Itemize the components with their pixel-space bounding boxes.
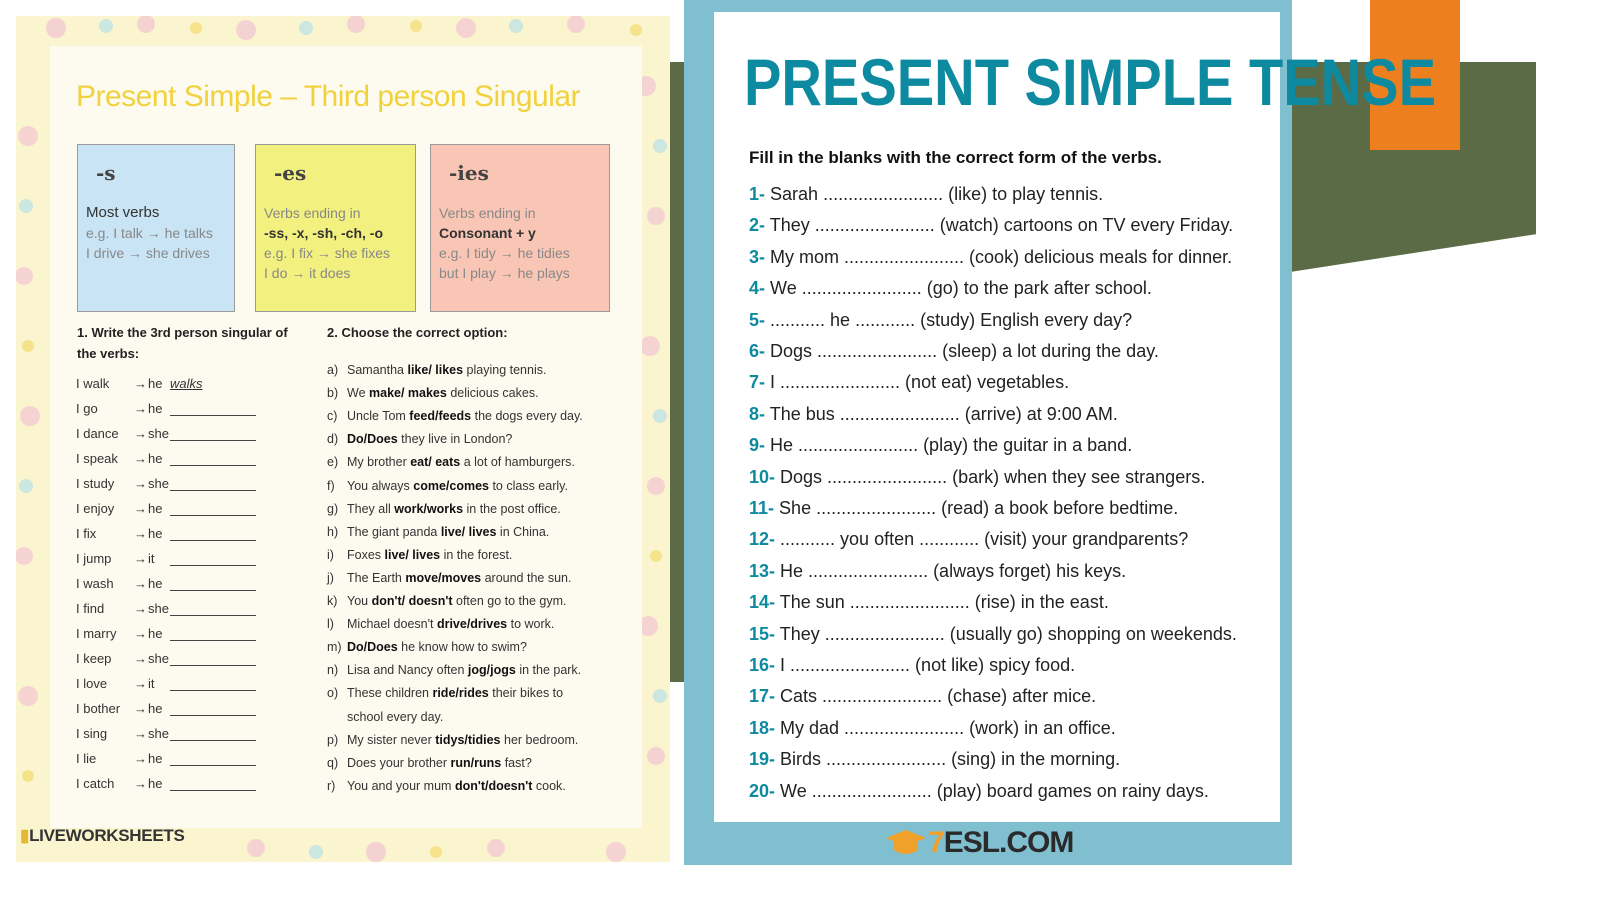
question-number: 9- bbox=[749, 435, 766, 456]
base-verb: I dance bbox=[76, 426, 119, 441]
answer-filled: walks bbox=[170, 376, 203, 391]
question-number: 10- bbox=[749, 466, 776, 487]
rule-box-ies bbox=[430, 144, 610, 312]
question-item bbox=[749, 278, 1152, 299]
rule-suffix: -s bbox=[96, 161, 116, 185]
option-text-after: her bedroom. bbox=[500, 732, 579, 747]
arrow-icon: → bbox=[134, 576, 147, 591]
base-verb: I bother bbox=[76, 701, 121, 716]
option-label: q) bbox=[327, 755, 339, 770]
option-choices[interactable]: eat/ eats bbox=[410, 455, 461, 470]
option-text-after: he know how to swim? bbox=[397, 640, 527, 655]
rule-example: but I play → he plays bbox=[439, 265, 570, 281]
option-item bbox=[327, 636, 527, 659]
verb-row bbox=[76, 771, 256, 791]
option-text-after: in the park. bbox=[515, 663, 582, 678]
arrow-icon: → bbox=[134, 476, 147, 491]
question-number: 17- bbox=[749, 686, 776, 707]
pronoun: she bbox=[148, 651, 169, 666]
option-item bbox=[327, 613, 554, 636]
question-number: 18- bbox=[749, 717, 776, 738]
rule-example: e.g. I fix → she fixes bbox=[264, 245, 391, 261]
question-item bbox=[749, 215, 1233, 236]
question-text: Birds ........................ (sing) in the morning. bbox=[780, 749, 1121, 770]
logo-text: LIVEWORKSHEETS bbox=[29, 826, 185, 845]
base-verb: I walk bbox=[76, 376, 110, 391]
base-verb: I sing bbox=[76, 726, 108, 741]
verb-row bbox=[76, 671, 256, 691]
option-text-after: in the forest. bbox=[440, 547, 513, 562]
rule-heading: Most verbs bbox=[86, 204, 160, 221]
question-number: 6- bbox=[749, 341, 766, 361]
option-item bbox=[327, 752, 532, 775]
verb-row bbox=[76, 521, 256, 541]
pronoun: it bbox=[148, 551, 155, 566]
option-text-after: fast? bbox=[501, 755, 532, 770]
rule-suffix: -ies bbox=[449, 161, 489, 185]
verb-row bbox=[76, 446, 256, 466]
question-text: I ........................ (not like) spicy food. bbox=[780, 655, 1076, 675]
rule-example: I drive → she drives bbox=[86, 245, 210, 261]
option-label: m) bbox=[327, 640, 342, 655]
graduation-cap-icon bbox=[884, 826, 928, 860]
pronoun: she bbox=[148, 476, 169, 491]
base-verb: I go bbox=[76, 401, 98, 416]
pronoun: he bbox=[148, 776, 163, 791]
option-label: b) bbox=[327, 386, 339, 401]
question-text: Sarah ........................ (like) to play tennis. bbox=[770, 184, 1104, 204]
question-number: 11- bbox=[749, 498, 775, 518]
exercise1-heading-line1: 1. Write the 3rd person singular of bbox=[77, 325, 288, 340]
option-text-after: in the post office. bbox=[463, 501, 561, 516]
option-item bbox=[327, 567, 571, 590]
arrow-icon: → bbox=[134, 701, 147, 716]
option-label: p) bbox=[327, 732, 339, 747]
verb-row bbox=[76, 471, 256, 491]
answer-blank[interactable] bbox=[170, 426, 256, 441]
verb-row bbox=[76, 621, 256, 641]
question-item bbox=[749, 529, 1188, 550]
arrow-icon: → bbox=[134, 451, 147, 466]
option-choices[interactable]: feed/feeds bbox=[409, 409, 472, 424]
option-text-after: cook. bbox=[532, 778, 566, 793]
option-choices[interactable]: jog/jogs bbox=[467, 663, 516, 678]
pronoun: it bbox=[148, 676, 155, 691]
option-text-after: the dogs every day. bbox=[471, 409, 583, 424]
question-number: 16- bbox=[749, 655, 776, 675]
question-item bbox=[749, 498, 1178, 519]
answer-blank[interactable] bbox=[170, 601, 256, 616]
right-sheet-title: PRESENT SIMPLE TENSE bbox=[744, 45, 1437, 119]
option-choices[interactable]: live/ lives bbox=[440, 524, 497, 539]
option-label: a) bbox=[327, 363, 339, 377]
base-verb: I speak bbox=[76, 451, 118, 466]
option-item bbox=[327, 590, 566, 613]
rule-example: e.g. I talk → he talks bbox=[86, 225, 213, 241]
option-text-after: they live in London? bbox=[397, 432, 513, 447]
question-item bbox=[749, 404, 1118, 425]
option-item bbox=[347, 706, 443, 729]
option-text-before: They all bbox=[347, 501, 395, 516]
verb-row bbox=[76, 571, 256, 591]
option-text-before: You and your mum bbox=[347, 778, 455, 793]
answer-blank[interactable] bbox=[170, 676, 256, 691]
option-item bbox=[327, 498, 561, 521]
option-text-before: You always bbox=[347, 478, 414, 493]
verb-row bbox=[76, 696, 256, 716]
question-item bbox=[749, 592, 1109, 613]
answer-blank[interactable] bbox=[170, 526, 256, 541]
arrow-icon: → bbox=[134, 426, 147, 441]
question-number: 8- bbox=[749, 403, 766, 424]
option-text-before: school every day. bbox=[347, 709, 444, 724]
logo-mark-icon: ▮ bbox=[20, 826, 30, 845]
option-choices[interactable]: don't/ doesn't bbox=[371, 594, 453, 608]
option-choices[interactable]: Do/Does bbox=[347, 432, 398, 447]
option-text-before: You bbox=[347, 594, 372, 608]
rule-example: e.g. I tidy → he tidies bbox=[439, 245, 570, 261]
answer-blank[interactable] bbox=[170, 576, 256, 591]
question-item bbox=[749, 655, 1075, 676]
option-text-before: Samantha bbox=[347, 363, 408, 377]
option-item bbox=[327, 451, 575, 474]
rule-box-es bbox=[255, 144, 416, 312]
option-label: f) bbox=[327, 478, 335, 493]
answer-blank[interactable] bbox=[170, 451, 256, 466]
option-label: n) bbox=[327, 663, 339, 678]
option-text-before: Does your brother bbox=[347, 755, 451, 770]
option-item bbox=[327, 521, 549, 544]
option-choices[interactable]: drive/drives bbox=[436, 617, 508, 632]
option-choices[interactable]: come/comes bbox=[413, 478, 489, 493]
exercise2-heading: 2. Choose the correct option: bbox=[327, 325, 508, 340]
option-choices[interactable]: make/ makes bbox=[369, 386, 447, 401]
option-text-after: to class early. bbox=[488, 478, 568, 493]
option-choices[interactable]: work/works bbox=[394, 501, 464, 516]
instructions: Fill in the blanks with the correct form of the verbs. bbox=[749, 148, 1162, 167]
question-number: 7- bbox=[749, 372, 766, 393]
pronoun: he bbox=[148, 401, 163, 416]
option-choices[interactable]: don't/doesn't bbox=[454, 778, 533, 793]
question-text: He ........................ (always forget) his keys. bbox=[780, 560, 1127, 581]
option-label: e) bbox=[327, 455, 339, 470]
base-verb: I love bbox=[76, 676, 108, 691]
question-item bbox=[749, 341, 1159, 362]
question-text: He ........................ (play) the guitar in a band. bbox=[770, 435, 1133, 456]
arrow-icon: → bbox=[134, 626, 147, 641]
question-number: 2- bbox=[749, 215, 766, 236]
answer-blank[interactable] bbox=[170, 776, 256, 791]
option-text-after: in China. bbox=[496, 524, 550, 539]
option-text-before: The giant panda bbox=[347, 524, 441, 539]
option-label: i) bbox=[327, 547, 334, 562]
option-label: r) bbox=[327, 778, 336, 793]
answer-blank[interactable] bbox=[170, 501, 256, 516]
question-item bbox=[749, 467, 1205, 488]
arrow-icon: → bbox=[134, 676, 147, 691]
pronoun: he bbox=[148, 501, 163, 516]
pronoun: she bbox=[148, 426, 169, 441]
arrow-icon: → bbox=[134, 651, 147, 666]
option-choices[interactable]: Do/Does bbox=[347, 640, 398, 655]
question-text: The bus ........................ (arrive) at 9:00 AM. bbox=[769, 403, 1118, 424]
pronoun: he bbox=[148, 751, 163, 766]
base-verb: I marry bbox=[76, 626, 117, 641]
arrow-icon: → bbox=[134, 776, 147, 791]
option-item bbox=[327, 382, 539, 405]
question-number: 15- bbox=[749, 623, 776, 644]
option-choices[interactable]: run/runs bbox=[450, 755, 502, 770]
verb-row bbox=[76, 721, 256, 741]
question-item bbox=[749, 435, 1132, 456]
left-sheet-title: Present Simple – Third person Singular bbox=[76, 80, 581, 113]
arrow-icon: → bbox=[134, 726, 147, 741]
question-item bbox=[749, 749, 1120, 770]
question-text: They ........................ (usually go) shopping on weekends. bbox=[779, 623, 1237, 644]
option-label: k) bbox=[327, 594, 338, 608]
verb-row bbox=[76, 371, 203, 391]
option-choices[interactable]: like/ likes bbox=[407, 363, 464, 377]
arrow-icon: → bbox=[134, 501, 147, 516]
question-item bbox=[749, 372, 1069, 393]
rule-heading: Verbs ending in bbox=[264, 205, 361, 221]
pronoun: she bbox=[148, 601, 169, 616]
question-text: Dogs ........................ (sleep) a lot during the day. bbox=[770, 341, 1159, 361]
option-text-before: The Earth bbox=[347, 570, 406, 585]
eslcom-page bbox=[684, 0, 1437, 865]
worksheet-content-area bbox=[714, 12, 1437, 822]
question-text: My dad ........................ (work) in an office. bbox=[780, 717, 1116, 738]
question-text: She ........................ (read) a book before bedtime. bbox=[779, 498, 1179, 518]
option-text-after: often go to the gym. bbox=[452, 594, 567, 608]
option-text-before: These children bbox=[347, 686, 433, 701]
base-verb: I wash bbox=[76, 576, 114, 591]
option-label: l) bbox=[327, 617, 334, 632]
pronoun: he bbox=[148, 701, 163, 716]
answer-blank[interactable] bbox=[170, 701, 256, 716]
question-item bbox=[749, 184, 1103, 205]
eslcom-logo bbox=[884, 826, 1073, 860]
option-text-after: a lot of hamburgers. bbox=[460, 455, 575, 470]
answer-blank[interactable] bbox=[170, 726, 256, 741]
option-text-before: My sister never bbox=[347, 732, 436, 747]
exercise1-heading bbox=[77, 322, 297, 364]
verb-row bbox=[76, 496, 256, 516]
pronoun: he bbox=[148, 451, 163, 466]
question-text: The sun ........................ (rise) in the east. bbox=[779, 592, 1109, 613]
answer-blank[interactable] bbox=[170, 651, 256, 666]
exercise1-heading-line2: the verbs: bbox=[77, 346, 140, 361]
base-verb: I keep bbox=[76, 651, 112, 666]
question-item bbox=[749, 686, 1096, 707]
arrow-icon: → bbox=[134, 376, 147, 391]
question-number: 12- bbox=[749, 529, 776, 550]
question-item bbox=[749, 718, 1116, 739]
question-number: 13- bbox=[749, 560, 776, 581]
option-text-after: delicious cakes. bbox=[446, 386, 539, 401]
pronoun: he bbox=[148, 526, 163, 541]
rule-example: I do → it does bbox=[264, 265, 351, 281]
option-item bbox=[327, 475, 568, 498]
question-text: Dogs ........................ (bark) when they see strangers. bbox=[780, 466, 1206, 487]
rule-heading: Verbs ending in bbox=[439, 205, 536, 221]
rule-suffix: -es bbox=[274, 161, 307, 185]
base-verb: I catch bbox=[76, 776, 115, 791]
logo-text: ESL.COM bbox=[943, 826, 1074, 859]
option-text-before: We bbox=[347, 386, 369, 401]
verb-row bbox=[76, 421, 256, 441]
arrow-icon: → bbox=[134, 551, 147, 566]
option-label: d) bbox=[327, 432, 339, 447]
verb-row bbox=[76, 746, 256, 766]
pronoun: he bbox=[148, 626, 163, 641]
base-verb: I find bbox=[76, 601, 105, 616]
question-number: 14- bbox=[749, 592, 776, 613]
option-item bbox=[327, 682, 563, 705]
option-item bbox=[327, 775, 566, 798]
question-item bbox=[749, 561, 1126, 582]
answer-blank[interactable] bbox=[170, 401, 256, 416]
arrow-icon: → bbox=[134, 751, 147, 766]
pronoun: she bbox=[148, 726, 169, 741]
rule-endings: Consonant + y bbox=[439, 225, 536, 241]
question-text: ........... he ............ (study) English every day? bbox=[770, 309, 1133, 330]
option-text-after: playing tennis. bbox=[463, 363, 547, 377]
rule-endings: -ss, -x, -sh, -ch, -o bbox=[264, 225, 384, 241]
option-label: c) bbox=[327, 409, 338, 424]
base-verb: I enjoy bbox=[76, 501, 115, 516]
option-item bbox=[327, 659, 581, 682]
question-item bbox=[749, 247, 1232, 268]
option-text-before: Uncle Tom bbox=[347, 409, 410, 424]
rule-box-s bbox=[77, 144, 235, 312]
question-number: 4- bbox=[749, 278, 766, 299]
arrow-icon: → bbox=[134, 401, 147, 416]
arrow-icon: → bbox=[134, 526, 147, 541]
liveworksheets-page bbox=[16, 16, 670, 862]
question-item bbox=[749, 781, 1209, 802]
verb-row bbox=[76, 646, 256, 666]
option-text-after: around the sun. bbox=[481, 570, 572, 585]
option-choices[interactable]: live/ lives bbox=[384, 547, 441, 562]
question-number: 3- bbox=[749, 246, 766, 267]
question-number: 1- bbox=[749, 184, 766, 204]
question-text: They ........................ (watch) cartoons on TV every Friday. bbox=[769, 215, 1234, 236]
question-text: ........... you often ............ (visit) your grandparents? bbox=[780, 529, 1189, 550]
option-label: j) bbox=[327, 570, 334, 585]
question-text: My mom ........................ (cook) delicious meals for dinner. bbox=[770, 246, 1233, 267]
base-verb: I fix bbox=[76, 526, 97, 541]
option-item bbox=[327, 544, 512, 567]
answer-blank[interactable] bbox=[170, 626, 256, 641]
option-text-before: Lisa and Nancy often bbox=[347, 663, 468, 678]
question-text: Cats ........................ (chase) after mice. bbox=[780, 686, 1097, 707]
option-item bbox=[327, 359, 546, 382]
question-item bbox=[749, 624, 1237, 645]
question-item bbox=[749, 310, 1132, 331]
option-text-before: Michael doesn't bbox=[347, 617, 437, 632]
base-verb: I study bbox=[76, 476, 115, 491]
base-verb: I lie bbox=[76, 751, 97, 766]
option-choices[interactable]: tidys/tidies bbox=[435, 732, 501, 747]
liveworksheets-logo bbox=[20, 826, 185, 846]
verb-row bbox=[76, 396, 256, 416]
option-label: g) bbox=[327, 501, 339, 516]
logo-seven: 7 bbox=[928, 826, 944, 859]
option-text-before: My brother bbox=[347, 455, 411, 470]
option-item bbox=[327, 405, 583, 428]
option-item bbox=[327, 729, 578, 752]
question-number: 5- bbox=[749, 309, 766, 330]
question-text: We ........................ (play) board games on rainy days. bbox=[780, 780, 1209, 801]
verb-row bbox=[76, 596, 256, 616]
option-text-after: to work. bbox=[507, 617, 555, 632]
option-text-after: their bikes to bbox=[488, 686, 564, 701]
question-text: We ........................ (go) to the park after school. bbox=[770, 278, 1152, 299]
verb-row bbox=[76, 546, 256, 566]
base-verb: I jump bbox=[76, 551, 112, 566]
answer-blank[interactable] bbox=[170, 476, 256, 491]
question-number: 20- bbox=[749, 780, 776, 801]
question-text: I ........................ (not eat) vegetables. bbox=[770, 372, 1070, 393]
question-number: 19- bbox=[749, 749, 776, 770]
answer-blank[interactable] bbox=[170, 751, 256, 766]
pronoun: he bbox=[148, 376, 163, 391]
option-label: o) bbox=[327, 686, 339, 701]
option-label: h) bbox=[327, 524, 339, 539]
option-choices[interactable]: move/moves bbox=[405, 570, 482, 585]
option-choices[interactable]: ride/rides bbox=[432, 686, 489, 701]
arrow-icon: → bbox=[134, 601, 147, 616]
option-item bbox=[327, 428, 512, 451]
option-text-before: Foxes bbox=[347, 547, 385, 562]
answer-blank[interactable] bbox=[170, 551, 256, 566]
pronoun: he bbox=[148, 576, 163, 591]
